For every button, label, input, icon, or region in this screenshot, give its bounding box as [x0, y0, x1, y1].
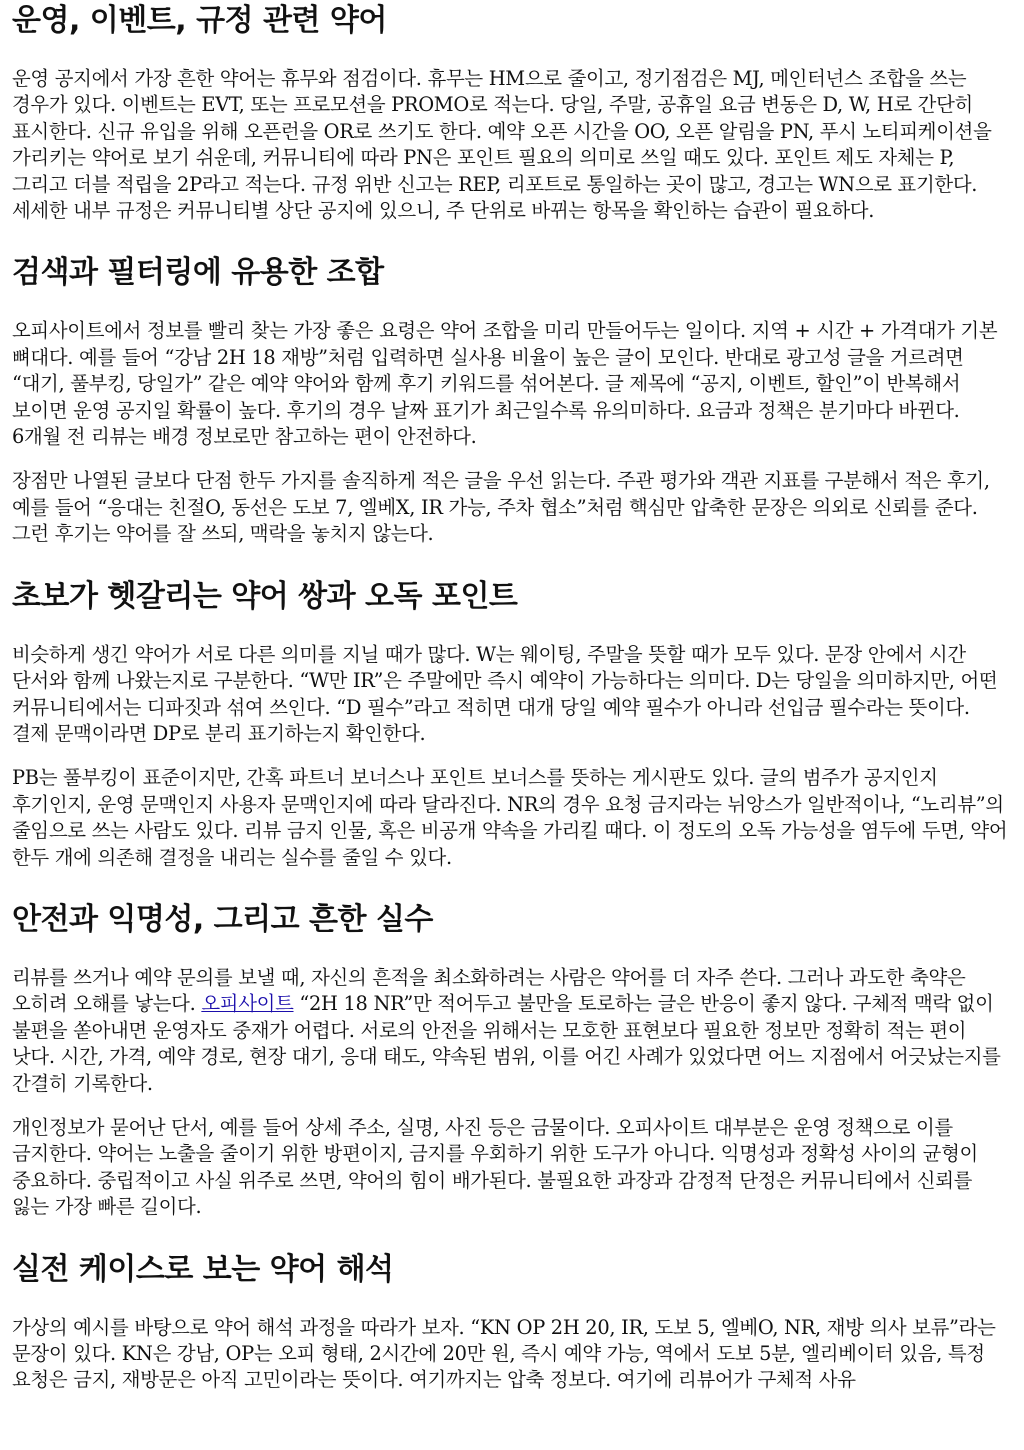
paragraph: 장점만 나열된 글보다 단점 한두 가지를 솔직하게 적은 글을 우선 읽는다. 주관 평가와 객관 지표를 구분해서 적은 후기, 예를 들어 “응대는 친절O, 동선은 도보 7, 엘베X, IR 가능, 주차 협소”처럼 핵심만 압축한 문장은 의외로 신뢰를 준다. 그런 후기는 약어를 잘 쓰되, 맥락을 놓치지 않는다.	[12, 469, 990, 546]
site-link[interactable]: 오피사이트	[201, 992, 294, 1016]
section-heading-search: 검색과 필터링에 유용한 조합	[12, 255, 384, 291]
paragraph: 운영 공지에서 가장 흔한 약어는 휴무와 점검이다. 휴무는 HM으로 줄이고, 정기점검은 MJ, 메인터넌스 조합을 쓰는 경우가 있다. 이벤트는 EVT, 또는 프로모션을 PROMO로 적는다. 당일, 주말, 공휴일 요금 변동은 D, W, H로 간단히 표시한다. 신규 유입을 위해 오픈런을 OR로 쓰기도 한다. 예약 오픈 시간을 OO, 오픈 알림을 PN, 푸시 노티피케이션을 가리키는 약어로 보기 쉬운데, 커뮤니티에 따라 PN은 포인트 필요의 의미로 쓰일 때도 있다. 포인트 제도 자체는 P, 그리고 더블 적립을 2P라고 적는다. 규정 위반 신고는 REP, 리포트로 통일하는 곳이 많고, 경고는 WN으로 표기한다. 세세한 내부 규정은 커뮤니티별 상단 공지에 있으니, 주 단위로 바뀌는 항목을 확인하는 습관이 필요하다.	[12, 67, 992, 223]
section-heading-operations: 운영, 이벤트, 규정 관련 약어	[12, 3, 387, 38]
paragraph: PB는 풀부킹이 표준이지만, 간혹 파트너 보너스나 포인트 보너스를 뜻하는 게시판도 있다. 글의 범주가 공지인지 후기인지, 운영 문맥인지 사용자 문맥인지에 따라 달라진다. NR의 경우 요청 금지라는 뉘앙스가 일반적이나, “노리뷰”의 줄임으로 쓰는 사람도 있다. 리뷰 금지 인물, 혹은 비공개 약속을 가리킬 때다. 이 정도의 오독 가능성을 염두에 두면, 약어 한두 개에 의존해 결정을 내리는 실수를 줄일 수 있다.	[12, 766, 1008, 869]
section-heading-safety: 안전과 익명성, 그리고 흔한 실수	[12, 901, 433, 937]
paragraph: 개인정보가 묻어난 단서, 예를 들어 상세 주소, 실명, 사진 등은 금물이다. 오피사이트 대부분은 운영 정책으로 이를 금지한다. 약어는 노출을 줄이기 위한 방편이지, 금지를 우회하기 위한 도구가 아니다. 익명성과 정확성 사이의 균형이 중요하다. 중립적이고 사실 위주로 쓰면, 약어의 힘이 배가된다. 불필요한 과장과 감정적 단정은 커뮤니티에서 신뢰를 잃는 가장 빠른 길이다.	[12, 1115, 978, 1219]
article	[0, 2, 1024, 1394]
paragraph-with-link	[12, 965, 1012, 1097]
paragraph: 비슷하게 생긴 약어가 서로 다른 의미를 지닐 때가 많다. W는 웨이팅, 주말을 뜻할 때가 모두 있다. 문장 안에서 시간 단서와 함께 나왔는지로 구분한다. “W만 IR”은 주말에만 즉시 예약이 가능하다는 의미다. D는 당일을 의미하지만, 어떤 커뮤니티에서는 디파짓과 섞여 쓰인다. “D 필수”라고 적히면 대개 당일 예약 필수가 아니라 선입금 필수라는 뜻이다. 결제 문맥이라면 DP로 분리 표기하는지 확인한다.	[12, 642, 998, 745]
section-heading-case-study: 실전 케이스로 보는 약어 해석	[12, 1251, 394, 1287]
paragraph: 오피사이트에서 정보를 빨리 찾는 가장 좋은 요령은 약어 조합을 미리 만들어두는 일이다. 지역 + 시간 + 가격대가 기본 뼈대다. 예를 들어 “강남 2H 18 재방”처럼 입력하면 실사용 비율이 높은 글이 모인다. 반대로 광고성 글을 거르려면 “대기, 풀부킹, 당일가” 같은 예약 약어와 함께 후기 키워드를 섞어본다. 글 제목에 “공지, 이벤트, 할인”이 반복해서 보이면 운영 공지일 확률이 높다. 후기의 경우 날짜 표기가 최근일수록 유의미하다. 요금과 정책은 분기마다 바뀐다. 6개월 전 리뷰는 배경 정보로만 참고하는 편이 안전하다.	[12, 319, 998, 449]
section-heading-confusing-pairs: 초보가 헷갈리는 약어 쌍과 오독 포인트	[12, 578, 518, 614]
paragraph: 가상의 예시를 바탕으로 약어 해석 과정을 따라가 보자. “KN OP 2H 20, IR, 도보 5, 엘베O, NR, 재방 의사 보류”라는 문장이 있다. KN은 강남, OP는 오피 형태, 2시간에 20만 원, 즉시 예약 가능, 역에서 도보 5분, 엘리베이터 있음, 특정 요청은 금지, 재방문은 아직 고민이라는 뜻이다. 여기까지는 압축 정보다. 여기에 리뷰어가 구체적 사유	[12, 1315, 996, 1392]
paragraph-text: 리뷰를 쓰거나 예약 문의를 보낼 때, 자신의 흔적을 최소화하려는 사람은 약어를 더 자주 쓴다. 그러나 과도한 축약은 오히려 오해를 낳는다.	[12, 965, 966, 1016]
paragraph-text: “2H 18 NR”만 적어두고 불만을 토로하는 글은 반응이 좋지 않다. 구체적 맥락 없이 불편을 쏟아내면 운영자도 중재가 어렵다. 서로의 안전을 위해서는 모호한 표현보다 필요한 정보만 정확히 적는 편이 낫다. 시간, 가격, 예약 경로, 현장 대기, 응대 태도, 약속된 범위, 이를 어긴 사례가 있었다면 어느 지점에서 어긋났는지를 간결히 기록한다.	[12, 992, 1001, 1095]
